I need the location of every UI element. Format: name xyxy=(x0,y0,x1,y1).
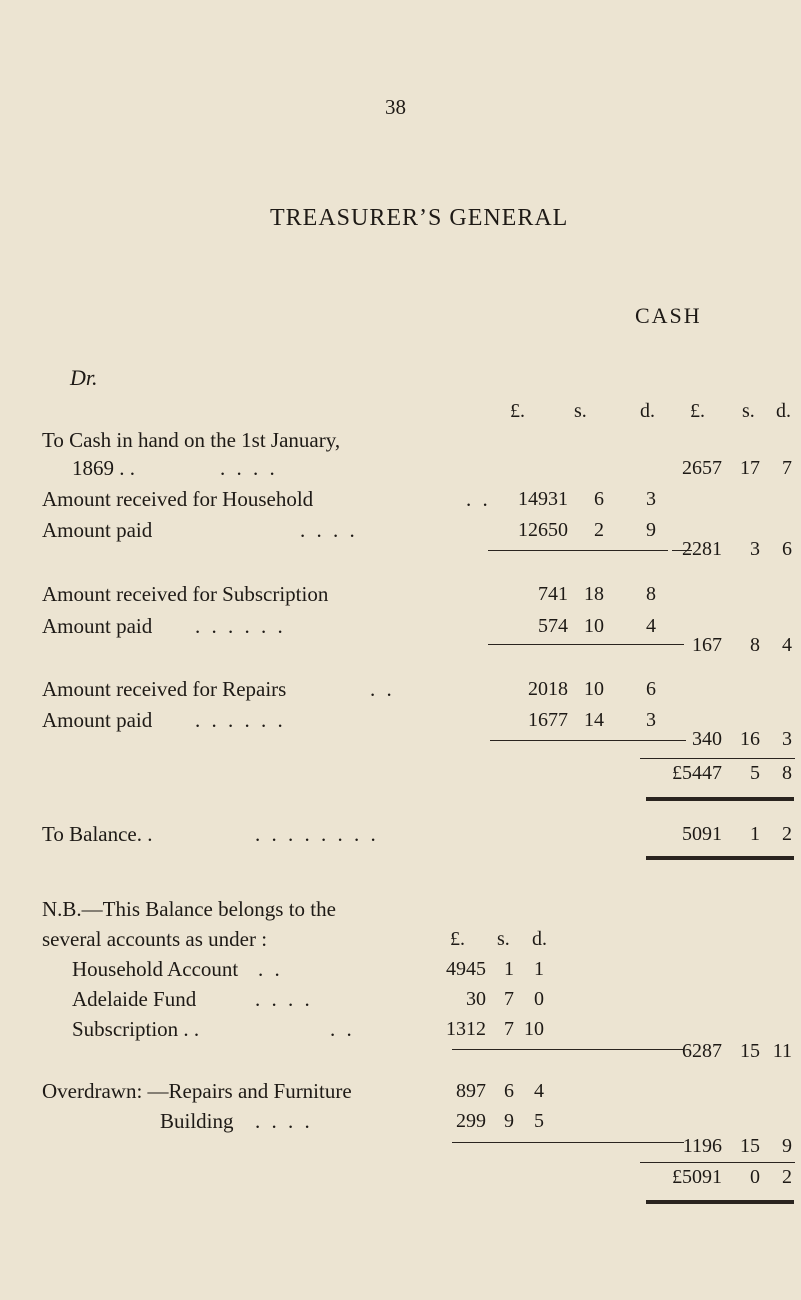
household-paid-pence: 9 xyxy=(646,519,656,541)
subscription-shillings: 7 xyxy=(504,1018,514,1040)
household-account-pence: 1 xyxy=(534,958,544,980)
household-balance-pounds: 2281 xyxy=(682,538,722,560)
leader-dots: . . . . . . xyxy=(195,708,286,732)
household-account-label: Household Account xyxy=(72,957,239,981)
total-pence: 8 xyxy=(782,762,792,784)
household-paid-shillings: 2 xyxy=(594,519,604,541)
balance-pounds: 5091 xyxy=(682,823,722,845)
leader-dots: . . xyxy=(466,487,491,511)
overdrawn-repairs-shillings: 6 xyxy=(504,1080,514,1102)
grand-total-pence: 2 xyxy=(782,1166,792,1188)
subscription-received-pounds: 741 xyxy=(538,583,568,605)
household-received-shillings: 6 xyxy=(594,488,604,510)
leader-dots: . . . . . . . . xyxy=(255,822,379,846)
total-shillings: 5 xyxy=(750,762,760,784)
repairs-received-pence: 6 xyxy=(646,678,656,700)
repairs-balance-pounds: 340 xyxy=(692,728,722,750)
household-balance-shillings: 3 xyxy=(750,538,760,560)
subscription-balance-pence: 4 xyxy=(782,634,792,656)
household-received-label: Amount received for Household xyxy=(42,487,314,511)
repairs-balance-pence: 3 xyxy=(782,728,792,750)
overdrawn-total-pence: 9 xyxy=(782,1135,792,1157)
repairs-paid-pounds: 1677 xyxy=(528,709,568,731)
subscription-balance-shillings: 8 xyxy=(750,634,760,656)
rule xyxy=(640,758,795,759)
leader-dots: . . . . xyxy=(220,456,278,480)
leader-dots: . . . . xyxy=(255,987,313,1011)
subscription-pounds: 1312 xyxy=(446,1018,486,1040)
double-rule xyxy=(646,1200,794,1204)
leader-dots: . . . . . . xyxy=(195,614,286,638)
adelaide-fund-label: Adelaide Fund xyxy=(72,987,197,1011)
overdrawn-total-pounds: 1196 xyxy=(682,1135,722,1157)
overdrawn-repairs-label: Overdrawn: —Repairs and Furniture xyxy=(42,1079,352,1103)
page-title: TREASURER’S GENERAL xyxy=(270,205,569,231)
page-number: 38 xyxy=(385,95,406,119)
repairs-received-shillings: 10 xyxy=(584,678,604,700)
subscription-balance-pounds: 167 xyxy=(692,634,722,656)
subscription-pence: 10 xyxy=(524,1018,544,1040)
grand-total-shillings: 0 xyxy=(750,1166,760,1188)
rule xyxy=(488,644,684,645)
rule xyxy=(488,550,668,551)
balance-label: To Balance. . xyxy=(42,822,153,846)
leader-dots: . . . . xyxy=(255,1109,313,1133)
note-line-2: several accounts as under : xyxy=(42,927,268,951)
repairs-received-label: Amount received for Repairs xyxy=(42,677,287,701)
rule xyxy=(452,1142,684,1143)
rule xyxy=(452,1049,684,1050)
repairs-balance-shillings: 16 xyxy=(740,728,760,750)
subscription-paid-shillings: 10 xyxy=(584,615,604,637)
balance-pence: 2 xyxy=(782,823,792,845)
household-paid-pounds: 12650 xyxy=(518,519,568,541)
right-pounds-header: £. xyxy=(690,400,705,422)
cash-in-hand-shillings: 17 xyxy=(740,457,760,479)
grand-total-pounds: £5091 xyxy=(672,1166,722,1188)
household-account-shillings: 1 xyxy=(504,958,514,980)
note-subtotal-shillings: 15 xyxy=(740,1040,760,1062)
repairs-paid-label: Amount paid xyxy=(42,708,153,732)
right-shillings-header: s. xyxy=(742,400,755,422)
cash-in-hand-year: 1869 . . xyxy=(72,456,135,480)
leader-dots: . . . . xyxy=(300,518,358,542)
mid-pence-header: d. xyxy=(640,400,655,422)
cash-in-hand-pounds: 2657 xyxy=(682,457,722,479)
overdrawn-building-pence: 5 xyxy=(534,1110,544,1132)
debit-label: Dr. xyxy=(70,365,98,390)
household-received-pence: 3 xyxy=(646,488,656,510)
note-pence-header: d. xyxy=(532,928,547,950)
cash-in-hand-label: To Cash in hand on the 1st January, xyxy=(42,428,341,452)
overdrawn-building-pounds: 299 xyxy=(456,1110,486,1132)
right-pence-header: d. xyxy=(776,400,791,422)
leader-dots: . . xyxy=(330,1017,355,1041)
note-line-1: N.B.—This Balance belongs to the xyxy=(42,897,336,921)
balance-shillings: 1 xyxy=(750,823,760,845)
overdrawn-repairs-pounds: 897 xyxy=(456,1080,486,1102)
overdrawn-building-label: Building xyxy=(160,1109,234,1133)
repairs-received-pounds: 2018 xyxy=(528,678,568,700)
page-subtitle: CASH xyxy=(635,303,702,328)
household-balance-pence: 6 xyxy=(782,538,792,560)
total-pounds: £5447 xyxy=(672,762,722,784)
note-pounds-header: £. xyxy=(450,928,465,950)
note-subtotal-pence: 11 xyxy=(772,1040,792,1062)
repairs-paid-shillings: 14 xyxy=(584,709,604,731)
subscription-paid-pence: 4 xyxy=(646,615,656,637)
subscription-received-pence: 8 xyxy=(646,583,656,605)
rule xyxy=(490,740,686,741)
adelaide-fund-pounds: 30 xyxy=(466,988,486,1010)
subscription-paid-label: Amount paid xyxy=(42,614,153,638)
leader-dots: . . xyxy=(258,957,283,981)
mid-shillings-header: s. xyxy=(574,400,587,422)
household-paid-label: Amount paid xyxy=(42,518,153,542)
cash-in-hand-pence: 7 xyxy=(782,457,792,479)
household-received-pounds: 14931 xyxy=(518,488,568,510)
overdrawn-total-shillings: 15 xyxy=(740,1135,760,1157)
mid-pounds-header: £. xyxy=(510,400,525,422)
adelaide-fund-pence: 0 xyxy=(534,988,544,1010)
leader-dots: . . xyxy=(370,677,395,701)
adelaide-fund-shillings: 7 xyxy=(504,988,514,1010)
subscription-label: Subscription . . xyxy=(72,1017,200,1041)
double-rule xyxy=(646,797,794,801)
overdrawn-repairs-pence: 4 xyxy=(534,1080,544,1102)
subscription-paid-pounds: 574 xyxy=(538,615,568,637)
double-rule xyxy=(646,856,794,860)
rule xyxy=(640,1162,795,1163)
repairs-paid-pence: 3 xyxy=(646,709,656,731)
subscription-received-label: Amount received for Subscription xyxy=(42,582,329,606)
subscription-received-shillings: 18 xyxy=(584,583,604,605)
note-shillings-header: s. xyxy=(497,928,510,950)
household-account-pounds: 4945 xyxy=(446,958,486,980)
overdrawn-building-shillings: 9 xyxy=(504,1110,514,1132)
note-subtotal-pounds: 6287 xyxy=(682,1040,722,1062)
